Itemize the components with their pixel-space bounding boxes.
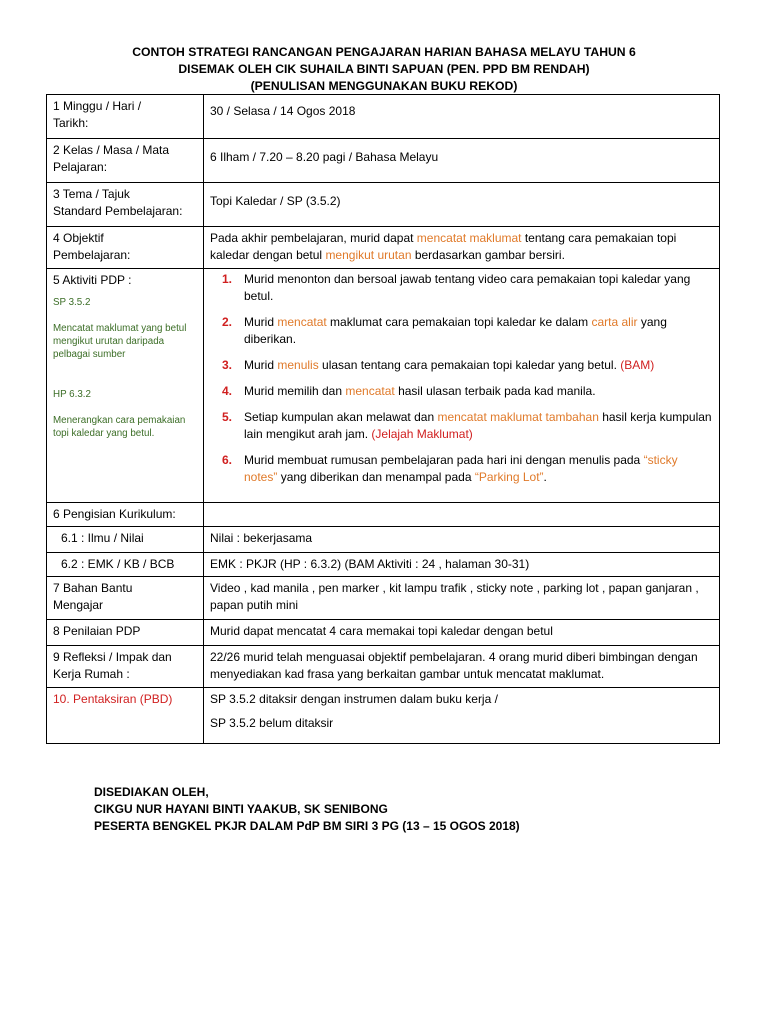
heading-line-2: DISEMAK OLEH CIK SUHAILA BINTI SAPUAN (PEN. PPD BM RENDAH) <box>178 62 590 76</box>
activity-item: 2. Murid mencatat maklumat cara pemakaian topi kaledar ke dalam carta alir yang diberikan. <box>221 315 667 346</box>
objective-text: Pada akhir pembelajaran, murid dapat mencatat maklumat tentang cara pemakaian topi kaledar dengan betul mengikut urutan berdasarkan gambar bersiri. <box>204 227 720 269</box>
activity-item: 5. Setiap kumpulan akan melawat dan mencatat maklumat tambahan hasil kerja kumpulan lain mengikut arah jam. (Jelajah Maklumat) <box>221 410 712 441</box>
sp-code: SP 3.5.2 <box>53 297 91 308</box>
row-assessment <box>47 620 720 646</box>
row-knowledge-values <box>47 527 720 553</box>
hp-code: HP 6.3.2 <box>53 389 91 400</box>
label-cell: 4 Objektif Pembelajaran: <box>47 227 204 269</box>
prepared-by <box>94 784 520 835</box>
document-heading <box>0 44 768 95</box>
hp-text: Menerangkan cara pemakaian topi kaledar yang betul. <box>53 415 186 439</box>
label-cell: 6.2 : EMK / KB / BCB <box>47 553 204 577</box>
activities-cell <box>204 269 720 503</box>
row-pbd <box>47 688 720 744</box>
label-cell <box>47 269 204 503</box>
sp-text: Mencatat maklumat yang betul mengikut urutan daripada pelbagai sumber <box>53 323 187 360</box>
footer-line-2: CIKGU NUR HAYANI BINTI YAAKUB, SK SENIBONG <box>94 802 388 816</box>
activity-list <box>210 271 713 486</box>
row-class-time-subject <box>47 139 720 183</box>
label-cell: 6 Pengisian Kurikulum: <box>47 503 204 527</box>
standard-notes <box>53 296 197 440</box>
row-curriculum <box>47 503 720 527</box>
row-teaching-aids <box>47 577 720 620</box>
label-cell: 2 Kelas / Masa / Mata Pelajaran: <box>47 139 204 183</box>
row-objective <box>47 227 720 269</box>
value-cell: 30 / Selasa / 14 Ogos 2018 <box>204 95 720 139</box>
row-reflection <box>47 646 720 688</box>
value-cell: EMK : PKJR (HP : 6.3.2) (BAM Aktiviti : 24 , halaman 30-31) <box>204 553 720 577</box>
label-cell: 8 Penilaian PDP <box>47 620 204 646</box>
heading-line-3: (PENULISAN MENGGUNAKAN BUKU REKOD) <box>250 79 518 93</box>
value-cell: Video , kad manila , pen marker , kit lampu trafik , sticky note , parking lot , papan ganjaran , papan putih mini <box>204 577 720 620</box>
label-cell: 7 Bahan Bantu Mengajar <box>47 577 204 620</box>
activity-item: 4. Murid memilih dan mencatat hasil ulasan terbaik pada kad manila. <box>221 384 596 398</box>
row-emk-kb-bcb <box>47 553 720 577</box>
value-cell: Nilai : bekerjasama <box>204 527 720 553</box>
label-cell: 10. Pentaksiran (PBD) <box>47 688 204 744</box>
lesson-plan-table <box>46 94 720 744</box>
footer-line-1: DISEDIAKAN OLEH, <box>94 785 209 799</box>
heading-line-1: CONTOH STRATEGI RANCANGAN PENGAJARAN HARIAN BAHASA MELAYU TAHUN 6 <box>132 45 636 59</box>
activity-item: 3. Murid menulis ulasan tentang cara pemakaian topi kaledar yang betul. (BAM) <box>221 358 655 372</box>
row-activities <box>47 269 720 503</box>
value-cell: 22/26 murid telah menguasai objektif pembelajaran. 4 orang murid diberi bimbingan dengan menyediakan kad frasa yang berkaitan gambar untuk mencatat maklumat. <box>204 646 720 688</box>
row-theme-standard <box>47 183 720 227</box>
footer-line-3: PESERTA BENGKEL PKJR DALAM PdP BM SIRI 3 PG (13 – 15 OGOS 2018) <box>94 819 520 833</box>
activities-label: 5 Aktiviti PDP : <box>53 273 132 287</box>
label-cell: 9 Refleksi / Impak dan Kerja Rumah : <box>47 646 204 688</box>
activity-item: 1. Murid menonton dan bersoal jawab tentang video cara pemakaian topi kaledar yang betul. <box>221 272 691 303</box>
row-week-day-date <box>47 95 720 139</box>
activity-item: 6. Murid membuat rumusan pembelajaran pada hari ini dengan menulis pada “sticky notes” yang diberikan dan menampal pada “Parking Lot”. <box>221 453 678 484</box>
label-cell: 6.1 : Ilmu / Nilai <box>47 527 204 553</box>
value-cell: Murid dapat mencatat 4 cara memakai topi kaledar dengan betul <box>204 620 720 646</box>
value-cell: SP 3.5.2 ditaksir dengan instrumen dalam buku kerja / SP 3.5.2 belum ditaksir <box>204 688 720 744</box>
value-cell <box>204 503 720 527</box>
value-cell: 6 Ilham / 7.20 – 8.20 pagi / Bahasa Melayu <box>204 139 720 183</box>
label-cell: 3 Tema / Tajuk Standard Pembelajaran: <box>47 183 204 227</box>
label-cell: 1 Minggu / Hari / Tarikh: <box>47 95 204 139</box>
value-cell: Topi Kaledar / SP (3.5.2) <box>204 183 720 227</box>
